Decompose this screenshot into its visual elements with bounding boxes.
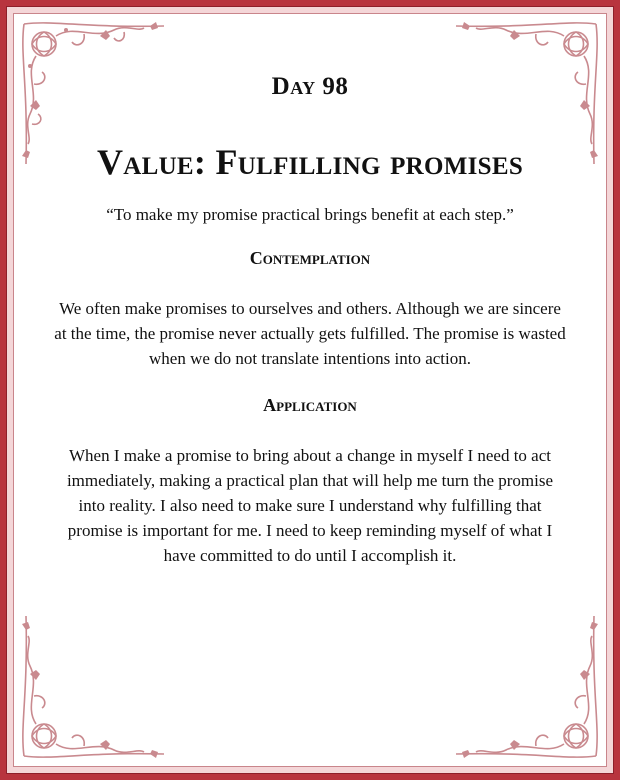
corner-ornament-icon [14,606,174,766]
day-label: Day 98 [271,73,349,100]
page-content [50,70,570,568]
contemplation-heading: Contemplation [249,248,371,268]
contemplation-text: We often make promises to ourselves and others. Although we are sincere at the time, the promise never actually gets fulfilled. The promise is wasted when we do not translate intentions into action. [54,299,566,368]
quote: “To make my promise practical brings benefit at each step.” [106,205,514,224]
value-title: Value: Fulfilling promises [96,142,524,182]
corner-ornament-icon [446,606,606,766]
application-heading: Application [263,395,357,415]
application-text: When I make a promise to bring about a change in myself I need to act immediately, making a practical plan that will help me turn the promise into reality. I also need to make sure I understand why fulfilling that promise is important for me. I need to keep reminding myself of what I have committed to do until I accomplish it. [66,446,554,565]
